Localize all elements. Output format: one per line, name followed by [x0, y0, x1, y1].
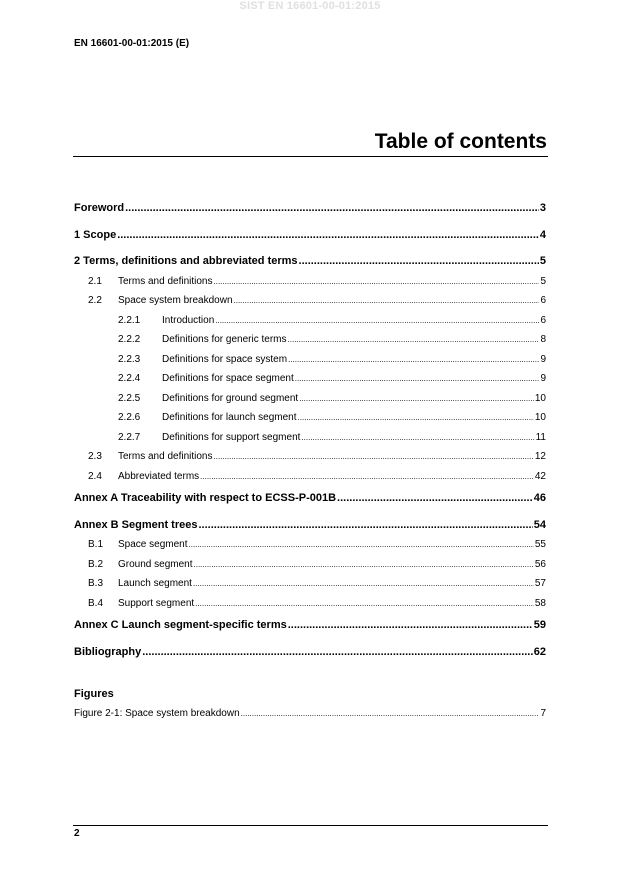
toc-number: 2.2.6	[118, 412, 141, 423]
toc-page: 8	[540, 334, 546, 345]
leader-dots	[234, 291, 540, 311]
leader-dots	[198, 516, 532, 536]
toc-page: 11	[535, 431, 546, 443]
toc-number: B.2	[88, 558, 104, 570]
toc-label: Annex A Traceability with respect to ECSS-P-001B	[74, 492, 337, 504]
toc-number: B.1	[88, 539, 104, 550]
toc-page: 9	[540, 353, 546, 365]
toc-page: 10	[534, 412, 546, 423]
toc-number: 2.2.5	[118, 392, 141, 404]
leader-dots	[215, 311, 539, 331]
toc-number: 2.1	[88, 275, 102, 287]
toc-label: Introduction	[162, 314, 215, 326]
toc-entry-2-3[interactable]	[74, 447, 546, 467]
leader-dots	[189, 535, 534, 555]
figure-page: 7	[540, 708, 546, 719]
toc-number: 2.2.7	[118, 431, 141, 443]
toc-entry-2-2-5[interactable]	[74, 389, 546, 409]
toc-page: 56	[534, 558, 546, 570]
toc-label: Support segment	[118, 597, 195, 609]
watermark: SIST EN 16601-00-01:2015	[239, 0, 381, 12]
toc-entry-b-4[interactable]	[74, 594, 546, 614]
leader-dots	[288, 350, 539, 370]
toc-label: Annex C Launch segment-specific terms	[74, 619, 287, 631]
leader-dots	[299, 389, 534, 409]
toc-number: 2.2.1	[118, 314, 141, 326]
leader-dots	[200, 467, 534, 487]
toc-label: Terms and definitions	[118, 451, 213, 462]
toc-number: 2.2.2	[118, 334, 141, 345]
leader-dots	[195, 594, 534, 614]
toc-label: Foreword	[74, 202, 125, 214]
toc-page: 54	[533, 518, 546, 531]
leader-dots	[288, 616, 533, 636]
toc-entry-2-2-2[interactable]	[74, 330, 546, 350]
toc-number: 2.4	[88, 470, 102, 482]
toc-entry-2-2-4[interactable]	[74, 369, 546, 389]
toc-entry-2-2-7[interactable]	[74, 428, 546, 448]
toc-label: Definitions for space segment	[162, 373, 294, 384]
toc-label: Definitions for ground segment	[162, 392, 299, 404]
toc-number: 2.3	[88, 451, 102, 462]
toc-entry-2-2-3[interactable]	[74, 350, 546, 370]
toc-page: 59	[533, 619, 546, 631]
toc-page: 58	[534, 597, 546, 609]
toc-entry-annex-b[interactable]	[74, 516, 546, 536]
toc-entry-scope[interactable]	[74, 226, 546, 246]
toc-page: 6	[540, 295, 546, 306]
toc-page: 62	[533, 645, 546, 658]
toc-label: Annex B Segment trees	[74, 518, 198, 531]
toc-label: Definitions for support segment	[162, 431, 301, 443]
toc-label: 2 Terms, definitions and abbreviated terms	[74, 255, 298, 267]
toc-page: 6	[540, 314, 546, 326]
toc-entry-b-3[interactable]	[74, 574, 546, 594]
toc-entry-bibliography[interactable]	[74, 643, 546, 663]
toc-label: Definitions for space system	[162, 353, 288, 365]
page-number: 2	[74, 828, 80, 839]
toc-entry-2-4[interactable]	[74, 467, 546, 487]
toc-number: 2.2.4	[118, 373, 141, 384]
document-id: EN 16601-00-01:2015 (E)	[74, 38, 190, 49]
toc-label: Definitions for launch segment	[162, 412, 297, 423]
figure-entry-2-1[interactable]	[74, 708, 546, 719]
toc-page: 42	[534, 470, 546, 482]
leader-dots	[288, 330, 540, 350]
leader-dots	[241, 709, 540, 718]
toc-page: 3	[539, 202, 546, 214]
toc-entry-annex-c[interactable]	[74, 616, 546, 636]
leader-dots	[337, 489, 533, 509]
leader-dots	[295, 369, 540, 389]
toc-page: 10	[534, 392, 546, 404]
toc-entry-2-2[interactable]	[74, 291, 546, 311]
leader-dots	[142, 643, 533, 663]
table-of-contents	[74, 199, 546, 662]
toc-label: Launch segment	[118, 578, 192, 589]
toc-label: 1 Scope	[74, 228, 117, 241]
toc-entry-b-1[interactable]	[74, 535, 546, 555]
leader-dots	[214, 447, 534, 467]
toc-page: 9	[540, 373, 546, 384]
toc-page: 57	[534, 578, 546, 589]
toc-entry-annex-a[interactable]	[74, 489, 546, 509]
toc-page: 46	[533, 492, 546, 504]
leader-dots	[194, 555, 534, 575]
toc-label: Space segment	[118, 539, 188, 550]
toc-entry-foreword[interactable]	[74, 199, 546, 219]
leader-dots	[214, 272, 540, 292]
toc-label: Terms and definitions	[118, 275, 213, 287]
leader-dots	[117, 226, 539, 246]
toc-page: 55	[534, 539, 546, 550]
footer-divider	[73, 825, 548, 826]
leader-dots	[299, 252, 539, 272]
toc-number: 2.2	[88, 295, 102, 306]
leader-dots	[125, 199, 539, 219]
toc-entry-2-2-6[interactable]	[74, 408, 546, 428]
toc-entry-2-2-1[interactable]	[74, 311, 546, 331]
leader-dots	[298, 408, 534, 428]
toc-label: Ground segment	[118, 558, 193, 570]
toc-label: Bibliography	[74, 645, 142, 658]
figures-heading: Figures	[74, 688, 114, 700]
page-title: Table of contents	[374, 130, 547, 153]
toc-label: Space system breakdown	[118, 295, 233, 306]
toc-entry-2-1[interactable]	[74, 272, 546, 292]
figure-label: Figure 2-1: Space system breakdown	[74, 708, 240, 719]
toc-page: 4	[539, 228, 546, 241]
toc-page: 12	[534, 451, 546, 462]
toc-number: 2.2.3	[118, 353, 141, 365]
title-divider	[73, 156, 548, 157]
toc-page: 5	[539, 255, 546, 267]
toc-entry-terms[interactable]	[74, 252, 546, 272]
leader-dots	[193, 574, 534, 594]
toc-page: 5	[540, 275, 546, 287]
leader-dots	[301, 428, 534, 448]
toc-label: Abbreviated terms	[118, 470, 200, 482]
toc-number: B.4	[88, 597, 104, 609]
toc-entry-b-2[interactable]	[74, 555, 546, 575]
toc-label: Definitions for generic terms	[162, 334, 287, 345]
toc-number: B.3	[88, 578, 104, 589]
